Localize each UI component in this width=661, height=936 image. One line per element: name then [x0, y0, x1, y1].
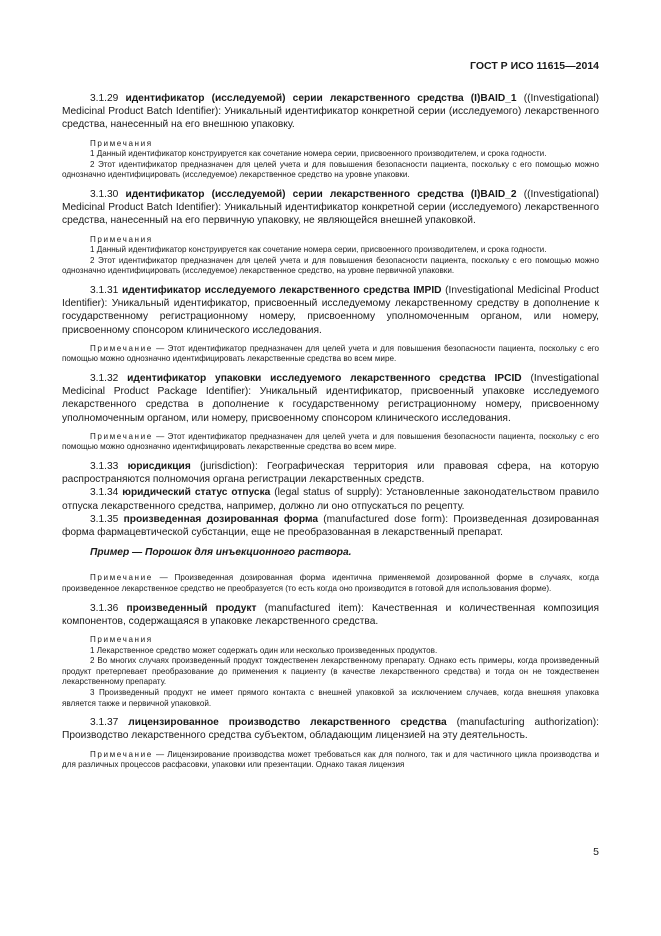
- note: 2 Во многих случаях произведенный продукт тождественен лекарственному препарату. Однако есть примеры, когда произведенный продукт претерпевает преобразование до применения к пациенту (в качестве лекарственного средства) и тогда он не тождественен лекарственному препарату.: [62, 656, 599, 687]
- note: 1 Данный идентификатор конструируется как сочетание номера серии, присвоенного производителем, и срока годности.: [90, 245, 547, 255]
- term: лицензированное производство лекарственного средства: [128, 717, 447, 729]
- notes-heading: Примечания: [90, 634, 153, 644]
- entry-3-1-35: 3.1.35 произведенная дозированная форма (manufactured dose form): Произведенная дозированная форма фармацевтической субстанции, еще не преобразованная в лекарственный препарат.: [62, 513, 599, 538]
- notes-heading: Примечания: [90, 138, 153, 148]
- entry-3-1-31: 3.1.31 идентификатор исследуемого лекарственного средства IMPID (Investigational Medicinal Product Identifier): Уникальный идентификатор, присвоенный исследуемому лекарственному средству в дополнение к государственному регистрационному номеру, присвоенному уполномоченным органом, или номеру, присвоенному спонсором клинического исследования.: [62, 284, 600, 336]
- entry-3-1-34: 3.1.34 юридический статус отпуска (legal status of supply): Установленные законодательством правило отпуска лекарственного средства, например, должно ли оно отпускаться по рецепту.: [62, 487, 600, 512]
- note: 2 Этот идентификатор предназначен для целей учета и для повышения безопасности пациента, поскольку с его помощью можно однозначно идентифицировать (исследуемое) лекарственное средство, на уровне первичной упаковки.: [62, 255, 599, 276]
- entry-3-1-29: 3.1.29 идентификатор (исследуемой) серии лекарственного средства (I)BAID_1 ((Investigational) Medicinal Product Batch Identifier): Уникальный идентификатор конкретной серии (исследуемого) лекарственного средства, нанесенный на его внешнюю упаковку.: [62, 93, 600, 131]
- example: Пример — Порошок для инъекционного раствора.: [90, 547, 352, 559]
- term: идентификатор исследуемого лекарственного средства IMPID: [121, 284, 442, 296]
- note: 1 Лекарственное средство может содержать один или несколько произведенных продуктов.: [90, 645, 438, 655]
- term: идентификатор (исследуемой) серии лекарственного средства (I)BAID_2: [125, 188, 517, 200]
- note: 1 Данный идентификатор конструируется как сочетание номера серии, присвоенного производителем, и срока годности.: [90, 149, 547, 159]
- entry-3-1-37: 3.1.37 лицензированное производство лекарственного средства (manufacturing authorization): Производство лекарственного средства субъектом, обладающим лицензией на эту деятельность.: [62, 717, 600, 742]
- term: произведенная дозированная форма: [123, 513, 319, 525]
- note: 2 Этот идентификатор предназначен для целей учета и для повышения безопасности пациента, поскольку с его помощью можно однозначно идентифицировать (исследуемое) лекарственное средство на уровне упаковки.: [62, 159, 599, 180]
- notes-heading: Примечания: [90, 234, 153, 244]
- note: Примечание — Лицензирование производства может требоваться как для полного, так и для частичного цикла производства и для различных процессов расфасовки, упаковки или презентации. Однако такая лицензия: [62, 749, 599, 770]
- note: 3 Произведенный продукт не имеет прямого контакта с внешней упаковкой за исключением случаев, когда внешняя упаковка является также и первичной упаковкой.: [62, 687, 599, 708]
- term: произведенный продукт: [126, 602, 257, 614]
- note: Примечание — Этот идентификатор предназначен для целей учета и для повышения безопасности пациента, поскольку с его помощью можно однозначно идентифицировать лекарственные средства во всем мире.: [62, 343, 600, 364]
- entry-3-1-33: 3.1.33 юрисдикция (jurisdiction): Географическая территория или правовая сфера, на которую распространяются полномочия органа регистрации лекарственных средств.: [62, 460, 599, 486]
- term: юридический статус отпуска: [122, 487, 271, 499]
- note: Примечание — Произведенная дозированная форма идентична применяемой дозированной форме в случаях, когда произведенное лекарственное средство не преобразуется (то есть когда оно производится в готовой для использования форме).: [62, 573, 599, 593]
- note: Примечание — Этот идентификатор предназначен для целей учета и для повышения безопасности пациента, поскольку с его помощью можно однозначно идентифицировать лекарственные средства во всем мире.: [62, 431, 600, 452]
- term: юрисдикция: [127, 460, 191, 472]
- entry-3-1-36: 3.1.36 произведенный продукт (manufactured item): Качественная и количественная композиция компонентов, содержащаяся в упаковке лекарственного средства.: [62, 602, 599, 627]
- entry-3-1-30: 3.1.30 идентификатор (исследуемой) серии лекарственного средства (I)BAID_2 ((Investigational) Medicinal Product Batch Identifier): Уникальный идентификатор конкретной серии (исследуемого) лекарственного средства, нанесенный на его первичную упаковку, не являющейся внешней упаковкой.: [62, 188, 600, 227]
- page-number: 5: [593, 846, 599, 858]
- term: идентификатор упаковки исследуемого лекарственного средства IPCID: [127, 372, 522, 384]
- term: идентификатор (исследуемой) серии лекарственного средства (I)BAID_1: [125, 93, 517, 104]
- standard-header: ГОСТ Р ИСО 11615—2014: [470, 60, 599, 72]
- document-body: [62, 92, 599, 771]
- entry-3-1-32: 3.1.32 идентификатор упаковки исследуемого лекарственного средства IPCID (Investigational Medicinal Product Package Identifier): Уникальный идентификатор, присвоенный упаковке исследуемого лекарственного средства в дополнение к государственному регистрационному номеру, присвоенному уполномоченным органом, или номеру, присвоенному спонсором клинического исследования.: [62, 372, 599, 424]
